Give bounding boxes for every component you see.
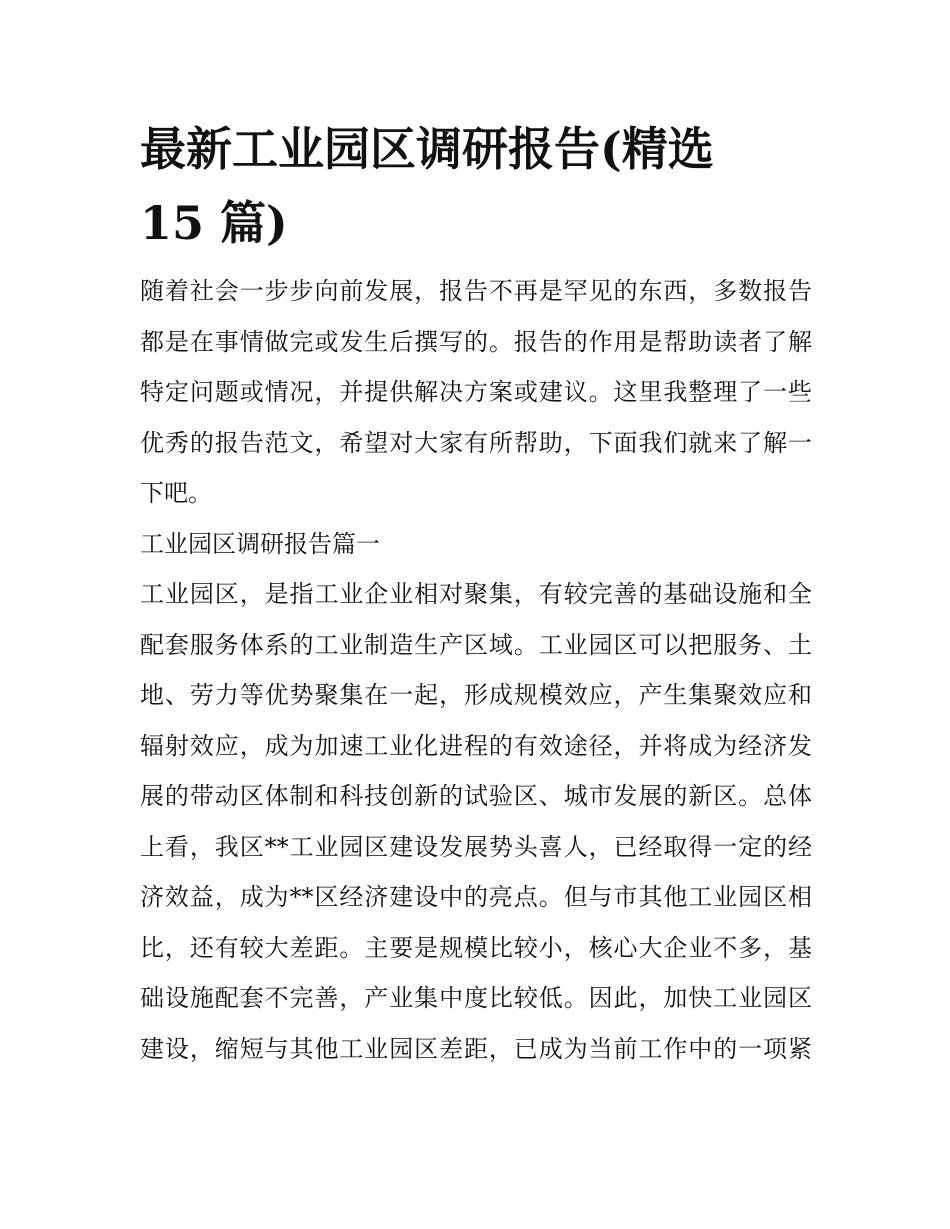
body-paragraph [140, 569, 812, 1074]
text-line: 特定问题或情况，并提供解决方案或建议。这里我整理了一些 [140, 378, 812, 406]
text-line: 上看，我区**工业园区建设发展势头喜人，已经取得一定的经 [140, 832, 812, 861]
text-line: 优秀的报告范文，希望对大家有所帮助，下面我们就来了解一 [140, 428, 812, 457]
text-line: 地、劳力等优势聚集在一起，形成规模效应，产生集聚效应和 [140, 681, 812, 709]
text-line: 建设，缩短与其他工业园区差距，已成为当前工作中的一项紧 [140, 1034, 812, 1063]
text-line: 下吧。 [140, 479, 212, 507]
document-title [140, 112, 812, 260]
title-line: 最新工业园区调研报告(精选 [140, 122, 714, 176]
text-line: 随着社会一步步向前发展，报告不再是罕见的东西，多数报告 [140, 277, 812, 305]
document-page [140, 112, 812, 1074]
text-line: 都是在事情做完或发生后撰写的。报告的作用是帮助读者了解 [140, 327, 812, 356]
text-line: 比，还有较大差距。主要是规模比较小，核心大企业不多，基 [140, 933, 812, 962]
section-heading [140, 519, 812, 570]
text-line: 础设施配套不完善，产业集中度比较低。因此，加快工业园区 [140, 984, 812, 1012]
text-line: 工业园区调研报告篇一 [140, 529, 380, 558]
title-line: 15 篇) [140, 196, 288, 250]
text-line: 工业园区，是指工业企业相对聚集，有较完善的基础设施和全 [140, 580, 812, 608]
text-line: 辐射效应，成为加速工业化进程的有效途径，并将成为经济发 [140, 731, 812, 760]
intro-paragraph [140, 266, 812, 519]
text-line: 展的带动区体制和科技创新的试验区、城市发展的新区。总体 [140, 782, 812, 810]
text-line: 济效益，成为**区经济建设中的亮点。但与市其他工业园区相 [140, 883, 812, 911]
text-line: 配套服务体系的工业制造生产区域。工业园区可以把服务、土 [140, 630, 812, 659]
